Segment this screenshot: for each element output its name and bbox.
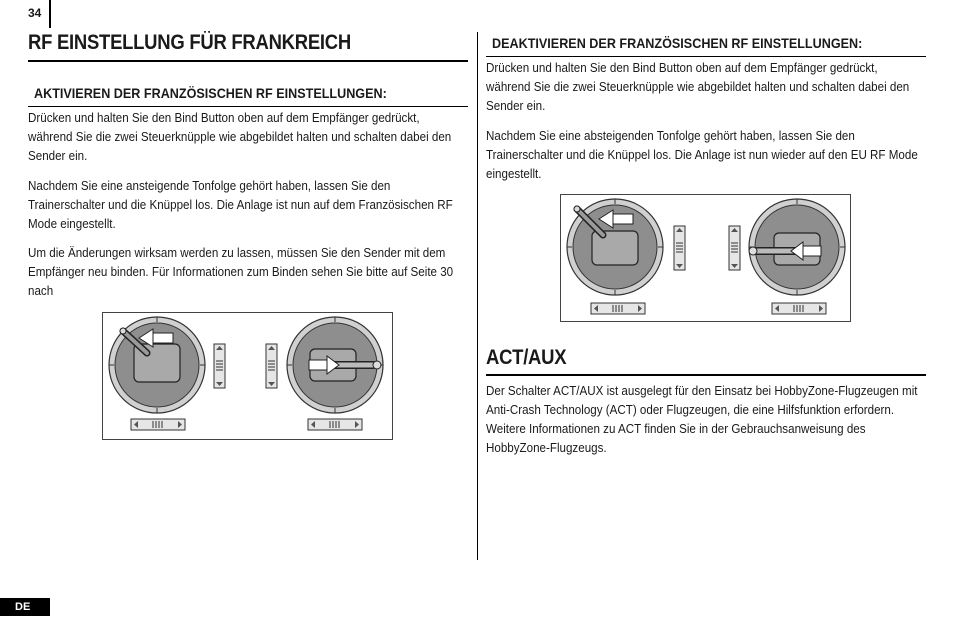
page-number-rule xyxy=(49,0,51,28)
activate-paragraph-1: Drücken und halten Sie den Bind Button oben auf dem Empfänger gedrückt, während Sie die zwei Steuerknüpple wie abgebildet halten und schalten dabei den Sender ein. xyxy=(28,110,452,163)
left-gimbal xyxy=(109,317,205,413)
deactivate-heading: DEAKTIVIEREN DER FRANZÖSISCHEN RF EINSTELLUNGEN: xyxy=(492,35,863,51)
vertical-trim-left xyxy=(674,226,685,270)
page-number: 34 xyxy=(28,6,42,20)
activate-paragraph-2: Nachdem Sie eine ansteigende Tonfolge gehört haben, lassen Sie den Trainerschalter und die Knüppel los. Die Anlage ist nun auf dem Französischen RF Mode eingestellt. xyxy=(28,178,453,231)
transmitter-sticks-illustration xyxy=(561,195,850,321)
title-rule xyxy=(28,60,468,62)
deactivate-paragraph-2: Nachdem Sie eine absteigenden Tonfolge gehört haben, lassen Sie den Trainerschalter und die Knüppel los. Die Anlage ist nun wieder auf den EU RF Mode eingestellt. xyxy=(486,128,918,181)
horizontal-trim-right xyxy=(308,419,362,430)
deactivate-heading-rule xyxy=(486,56,926,57)
activate-paragraph-3: Um die Änderungen wirksam werden zu lassen, müssen Sie den Sender mit dem Empfänger neu binden. Für Informationen zum Binden sehen Sie bitte auf Seite 30 nach xyxy=(28,245,454,298)
vertical-trim-right xyxy=(729,226,740,270)
act-aux-rule xyxy=(486,374,926,376)
activate-heading: AKTIVIEREN DER FRANZÖSISCHEN RF EINSTELLUNGEN: xyxy=(34,85,387,101)
horizontal-trim-right xyxy=(772,303,826,314)
deactivate-figure xyxy=(560,194,851,322)
act-aux-paragraph: Der Schalter ACT/AUX ist ausgelegt für den Einsatz bei HobbyZone-Flugzeugen mit Anti-Crash Technology (ACT) oder Flugzeugen, die eine Hilfsfunktion erfordern. Weitere Informationen zu ACT finden Sie in der Gebrauchsanweisung des HobbyZone-Flugzeugs. xyxy=(486,383,918,455)
language-badge: DE xyxy=(0,598,50,616)
page-title: RF EINSTELLUNG FÜR FRANKREICH xyxy=(28,31,351,54)
activate-figure xyxy=(102,312,393,440)
horizontal-trim-left xyxy=(591,303,645,314)
horizontal-trim-left xyxy=(131,419,185,430)
transmitter-sticks-illustration xyxy=(103,313,392,439)
vertical-trim-left xyxy=(214,344,225,388)
act-aux-heading: ACT/AUX xyxy=(486,346,567,369)
vertical-trim-right xyxy=(266,344,277,388)
left-gimbal xyxy=(567,199,663,295)
column-divider xyxy=(477,32,478,560)
activate-heading-rule xyxy=(28,106,468,107)
deactivate-paragraph-1: Drücken und halten Sie den Bind Button oben auf dem Empfänger gedrückt, während Sie die zwei Steuerknüpple wie abgebildet halten und schalten dabei den Sender ein. xyxy=(486,60,910,113)
